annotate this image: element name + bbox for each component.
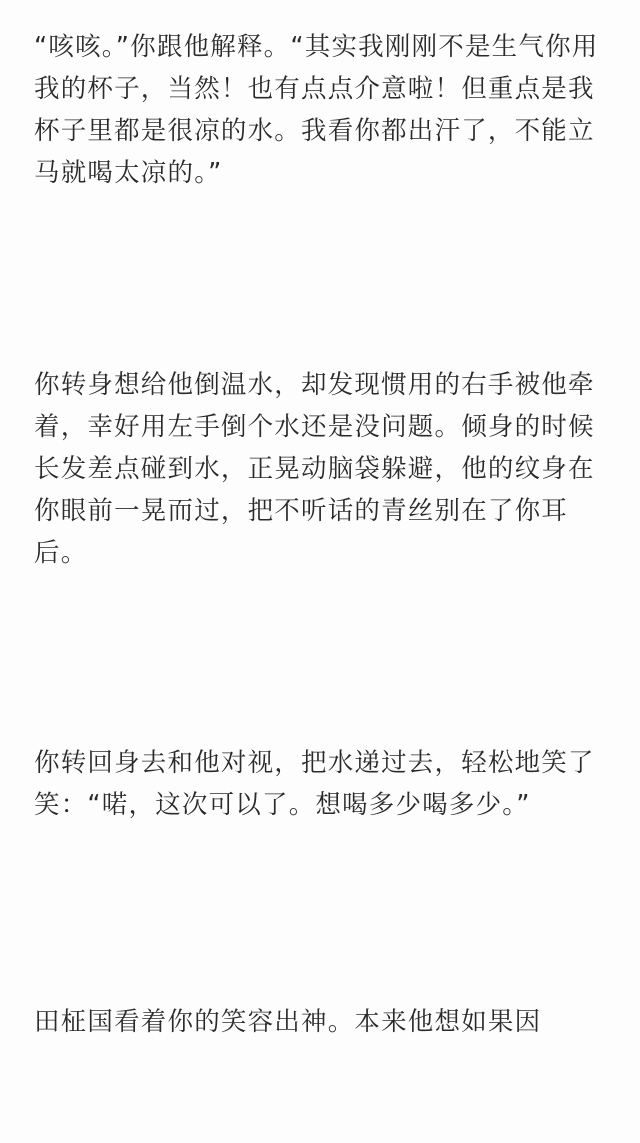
paragraph-4-partial: 田柾国看着你的笑容出神。本来他想如果因: [34, 1007, 542, 1035]
paragraph-1: “咳咳。”你跟他解释。“其实我刚刚不是生气你用我的杯子，当然！也有点点介意啦！但重点是我杯子里都是很凉的水。我看你都出汗了，不能立马就喝太凉的。”: [34, 32, 599, 188]
paragraph-3: 你转回身去和他对视，把水递过去，轻松地笑了笑：“喏，这次可以了。想喝多少喝多少。”: [34, 748, 595, 820]
paragraph-spacer-1: [34, 194, 606, 364]
paragraph-spacer-3: [34, 826, 606, 1001]
paragraph-spacer-2: [34, 574, 606, 742]
paragraph-2: 你转身想给他倒温水，却发现惯用的右手被他牵着，幸好用左手倒个水还是没问题。倾身的时候长发差点碰到水，正晃动脑袋躲避，他的纹身在你眼前一晃而过，把不听话的青丝别在了你耳后。: [34, 370, 595, 568]
